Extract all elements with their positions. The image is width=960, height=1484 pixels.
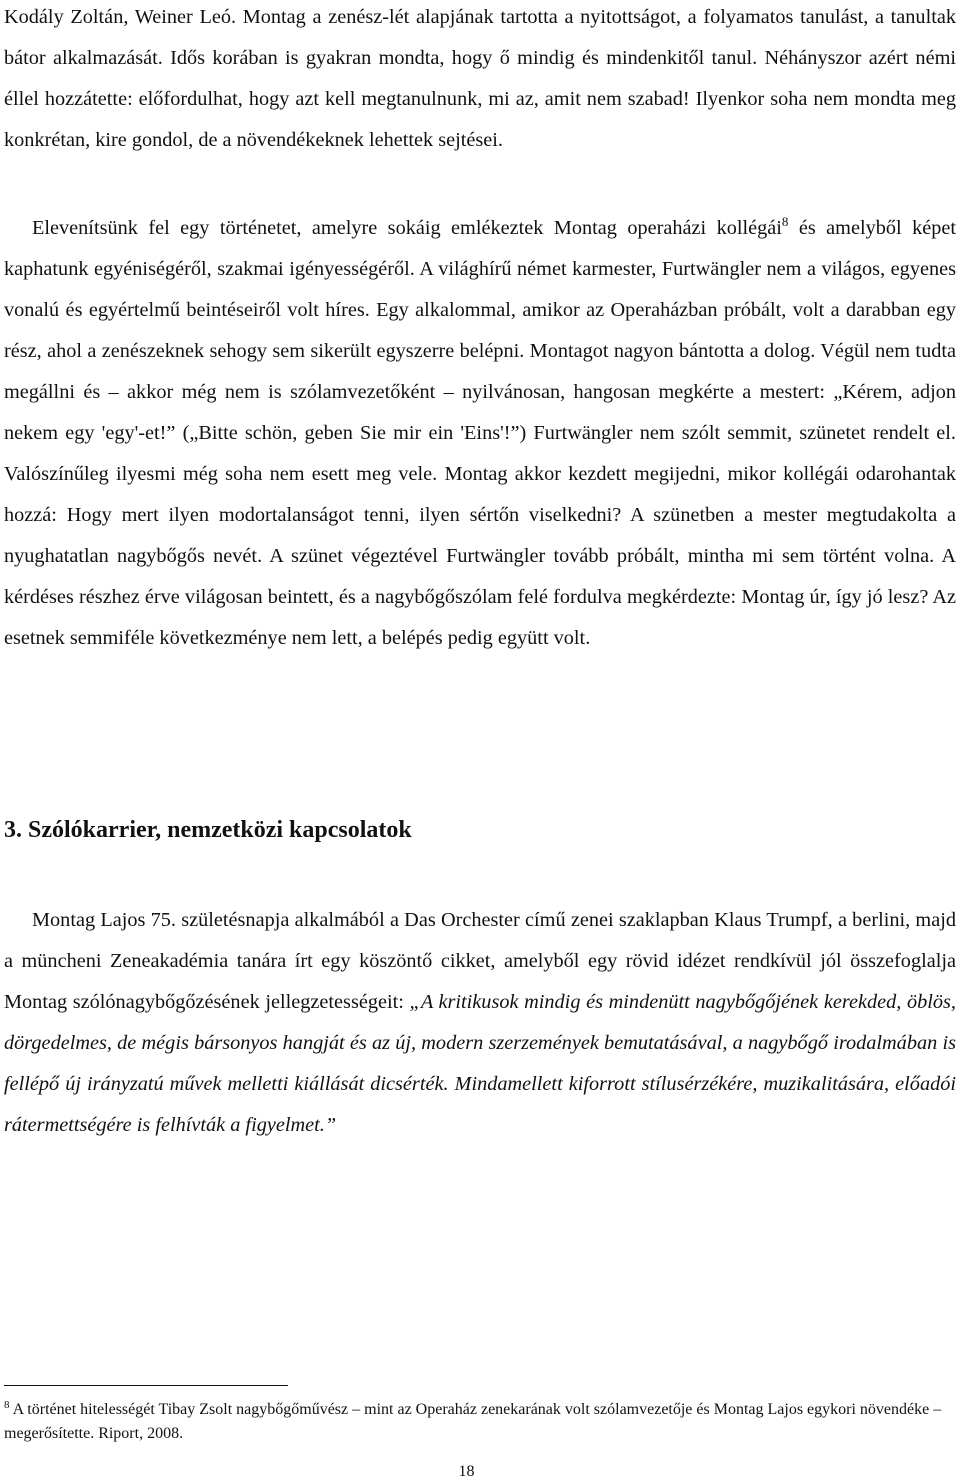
- trumpf-quote: „A kritikusok mindig és mindenütt nagybőgőjének kerekded, öblös, dörgedelmes, de mégis bársonyos hangját és az új, modern szerzemények bemutatásával, a nagybőgő irodalmában is fellépő új irányzatú művek melletti kiállását dicsérték. Mindamellett kiforrott stílusérzékére, muzikalitására, előadói rátermettségére is felhívták a figyelmet.”: [4, 991, 956, 1136]
- paragraph-solo-career-text: Montag Lajos 75. születésnapja alkalmából a Das Orchester című zenei szaklapban Klaus Trumpf, a berlini, majd a müncheni Zeneakadémia tanára írt egy köszöntő cikket, amelyből egy rövid idézet rendkívül jól összefoglalja Montag szólónagybőgőzésének jellegzetességeit:: [4, 909, 956, 1013]
- footnote-separator: [4, 1385, 288, 1386]
- footnote-number: 8: [4, 1399, 10, 1411]
- paragraph-intro: Kodály Zoltán, Weiner Leó. Montag a zenész-lét alapjának tartotta a nyitottságot, a folyamatos tanulást, a tanultak bátor alkalmazását. Idős korában is gyakran mondta, hogy ő mindig és mindenkitől tanul. Néhányszor azért némi éllel hozzátette: előfordulhat, hogy azt kell megtanulnunk, mi az, amit nem szabad! Ilyenkor soha nem mondta meg konkrétan, kire gondol, de a növendékeknek lehettek sejtései.: [4, 6, 956, 151]
- section-heading: 3. Szólókarrier, nemzetközi kapcsolatok: [4, 817, 412, 843]
- footnote-text: A történet hitelességét Tibay Zsolt nagybőgőművész – mint az Operaház zenekarának volt szólamvezetője és Montag Lajos egykori növendéke – megerősítette. Riport, 2008.: [4, 1401, 942, 1442]
- footnote-reference[interactable]: 8: [781, 214, 789, 229]
- paragraph-solo-career: [4, 900, 956, 1146]
- paragraph-furtwangler-story: [4, 208, 956, 659]
- footnote: [4, 1398, 956, 1446]
- paragraph-story-body: és amelyből képet kaphatunk egyéniségéről, szakmai igényességéről. A világhírű német karmester, Furtwängler nem a világos, egyenes vonalú és egyértelmű beintéseiről volt híres. Egy alkalommal, amikor az Operaházban próbált, volt a darabban egy rész, ahol a zenészeknek sehogy sem sikerült egyszerre belépni. Montagot nagyon bántotta a dolog. Végül nem tudta megállni és – akkor még nem is szólamvezetőként – nyilvánosan, hangosan megkérte a mestert: „Kérem, adjon nekem egy 'egy'-et!” („Bitte schön, geben Sie mir ein 'Eins'!”) Furtwängler nem szólt semmit, szünetet rendelt el. Valószínűleg ilyesmi még soha nem esett meg vele. Montag akkor kezdett megijedni, mikor kollégái odarohantak hozzá: Hogy mert ilyen modortalanságot tenni, ilyen sértőn viselkedni? A szünetben a mester megtudakolta a nyughatatlan nagybőgős nevét. A szünet végeztével Furtwängler tovább próbált, mintha mi sem történt volna. A kérdéses részhez érve világosan beintett, és a nagybőgőszólam felé fordulva megkérdezte: Montag úr, így jó lesz? Az esetnek semmiféle következménye nem lett, a belépés pedig együtt volt.: [4, 217, 956, 649]
- page-number: 18: [458, 1463, 475, 1480]
- paragraph-story-opening: Elevenítsünk fel egy történetet, amelyre sokáig emlékeztek Montag operaházi kollégái: [32, 217, 782, 239]
